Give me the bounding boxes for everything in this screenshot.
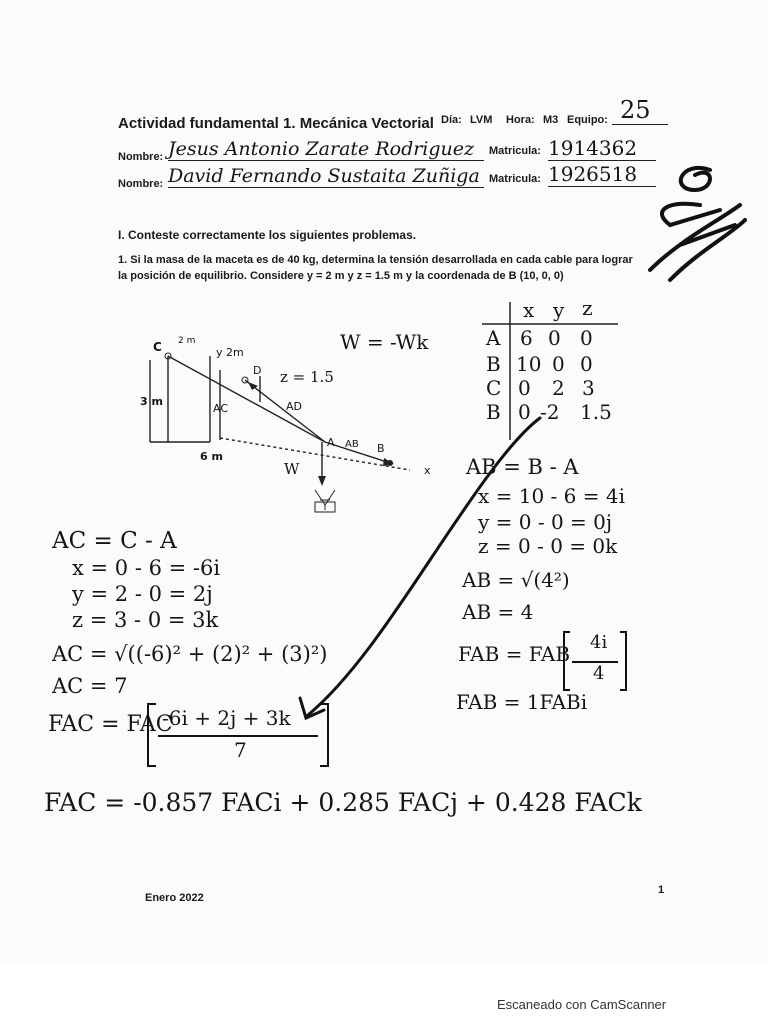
ab-line-2: x = 10 - 6 = 4i [478, 484, 625, 508]
ac-line-4: z = 3 - 0 = 3k [72, 608, 219, 632]
diagram-dim-6m: 6 m [200, 450, 223, 463]
table-cell: 0 [552, 352, 565, 376]
signature-scribble [640, 150, 750, 290]
nombre-label-1: Nombre: [118, 151, 164, 163]
footer-page-number: 1 [658, 884, 665, 896]
table-header-z: z [582, 296, 593, 320]
table-cell: 6 [520, 326, 533, 350]
diagram-label-ad: AD [286, 400, 302, 413]
activity-title: Actividad fundamental 1. Mecánica Vectorial [118, 115, 434, 132]
hora-value: M3 [543, 114, 559, 126]
nombre-label-2: Nombre: [118, 178, 164, 190]
table-cell: 0 [580, 326, 593, 350]
diagram-label-c: C [153, 340, 162, 354]
problem-text-1: 1. Si la masa de la maceta es de 40 kg, determina la tensión desarrollada en cada cable para lograr [118, 254, 633, 266]
table-header-x: x [523, 298, 535, 322]
diagram-label-a: A [327, 436, 335, 449]
matricula-label-1: Matricula: [489, 145, 541, 157]
table-cell: 0 [518, 400, 531, 424]
table-cell: 0 [548, 326, 561, 350]
matricula-value-1: 1914362 [548, 136, 656, 161]
ab-line-4: z = 0 - 0 = 0k [478, 534, 618, 558]
table-cell: 0 [580, 352, 593, 376]
ac-line-2: x = 0 - 6 = -6i [72, 556, 221, 580]
diagram-dim-3m: 3 m [140, 395, 163, 408]
section-heading: I. Conteste correctamente los siguientes problemas. [118, 228, 417, 242]
table-header-y: y [553, 298, 565, 322]
ac-line-5: AC = √((-6)² + (2)² + (3)²) [52, 642, 328, 666]
ab-line-5: AB = √(4²) [462, 568, 570, 592]
diagram-label-d: D [253, 364, 262, 377]
table-row-label: A [486, 326, 501, 350]
scanner-watermark: Escaneado con CamScanner [497, 997, 667, 1012]
diagram-label-w: W [284, 460, 300, 478]
ab-line-3: y = 0 - 0 = 0j [478, 510, 613, 534]
ac-line-1: AC = C - A [52, 528, 177, 554]
table-cell: 2 [552, 376, 565, 400]
table-cell: -2 [540, 400, 560, 424]
weight-equation: W = -Wk [340, 330, 429, 354]
matricula-label-2: Matricula: [489, 173, 541, 185]
diagram-label-x: x [424, 464, 431, 477]
table-row-label: B [486, 352, 501, 376]
problem-text-2: la posición de equilibrio. Considere y = 2 m y z = 1.5 m y la coordenada de B (10, 0, 0) [118, 270, 564, 282]
diagram-label-b: B [377, 442, 385, 455]
ab-fraction-num: 4i [590, 632, 608, 653]
ab-line-1: AB = B - A [466, 455, 579, 479]
diagram-label-ab: AB [345, 439, 359, 450]
ab-force-lhs: FAB = FAB [458, 642, 571, 666]
ac-line-3: y = 2 - 0 = 2j [72, 582, 213, 606]
ab-fraction-den: 4 [593, 663, 605, 684]
diagram-dim-2m: 2 m [178, 336, 196, 346]
table-cell: 0 [518, 376, 531, 400]
footer-date: Enero 2022 [145, 892, 204, 904]
table-cell: 1.5 [580, 400, 612, 424]
diagram-label-ac: AC [213, 402, 229, 415]
diagram-dim-y: y 2m [216, 346, 244, 359]
table-cell: 10 [516, 352, 542, 376]
equipo-value: 25 [612, 96, 668, 125]
equipo-label: Equipo: [567, 114, 608, 126]
ab-line-6: AB = 4 [462, 600, 534, 624]
table-cell: 3 [582, 376, 595, 400]
student-name-2: David Fernando Sustaita Zuñiga [168, 165, 484, 188]
ac-force-lhs: FAC = FAC [48, 712, 173, 737]
ac-line-6: AC = 7 [52, 674, 128, 698]
matricula-value-2: 1926518 [548, 162, 656, 187]
table-row-label: B [486, 400, 501, 424]
table-row-label: C [486, 376, 502, 400]
hora-label: Hora: [506, 114, 535, 126]
dia-label: Día: [441, 114, 462, 126]
ac-result: FAC = -0.857 FACi + 0.285 FACj + 0.428 FACk [44, 788, 642, 817]
dia-value: LVM [470, 114, 493, 126]
diagram-dim-z: z = 1.5 [280, 368, 334, 386]
ac-fraction-num: -6i + 2j + 3k [162, 706, 291, 730]
ac-fraction-den: 7 [234, 738, 247, 762]
ab-result: FAB = 1FABi [456, 690, 588, 714]
student-name-1: Jesus Antonio Zarate Rodriguez [168, 138, 484, 161]
